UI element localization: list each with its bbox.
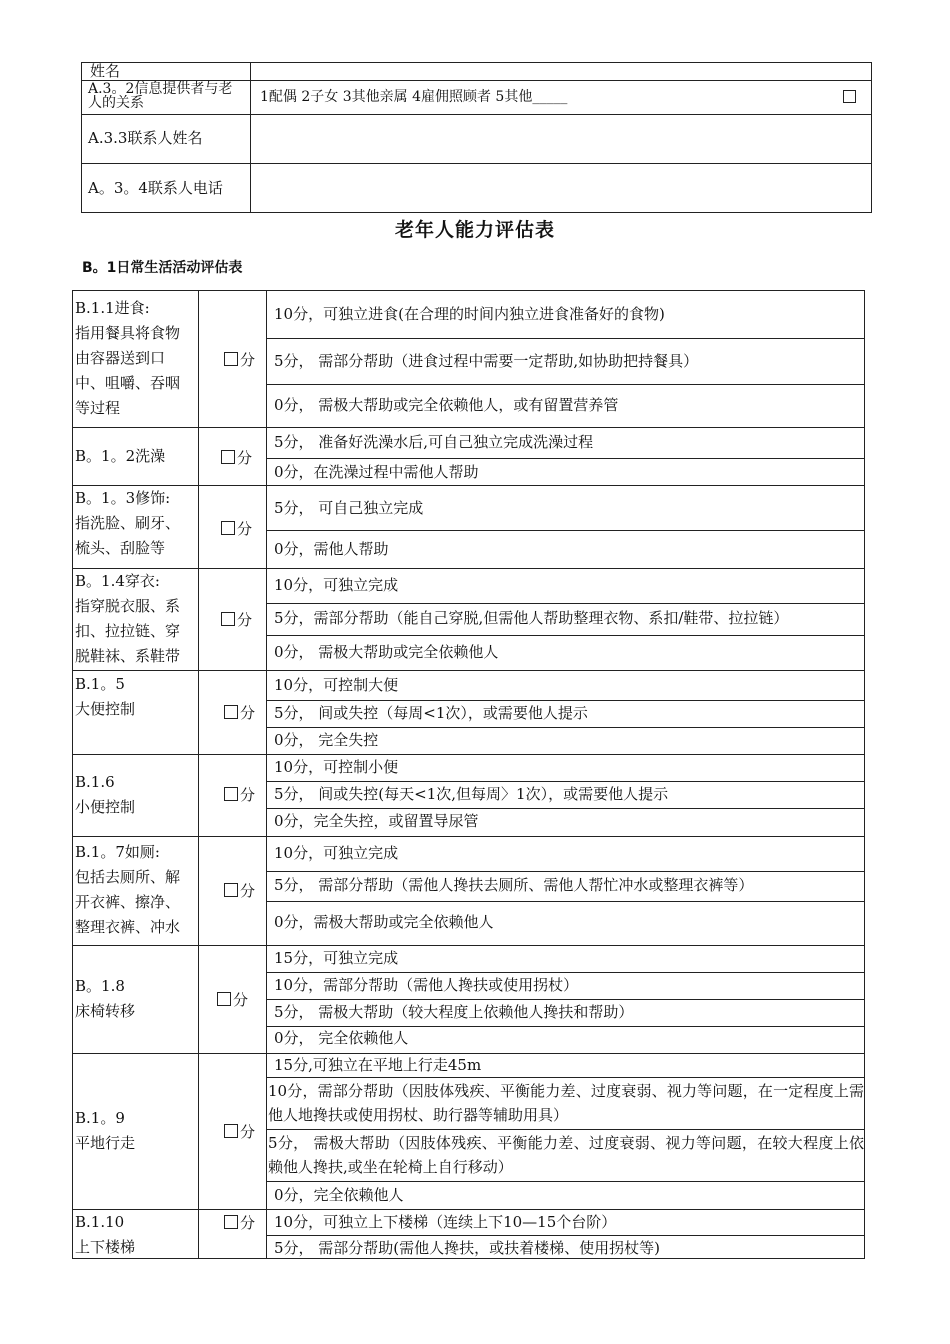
item-bladder-score[interactable] <box>224 787 255 803</box>
option-group-line <box>266 568 865 569</box>
score-checkbox[interactable] <box>224 787 238 801</box>
toileting-option: 0分，需极大帮助或完全依赖他人 <box>274 913 494 931</box>
option-row-line <box>266 999 865 1000</box>
score-unit: 分 <box>240 704 256 722</box>
eating-option: 10分，可独立进食(在合理的时间内独立进食准备好的食物) <box>274 305 665 323</box>
score-checkbox[interactable] <box>224 1215 238 1229</box>
item-row-line <box>72 754 267 755</box>
item-stairs-score[interactable] <box>224 1215 255 1231</box>
walking-option: 0分，完全依赖他人 <box>274 1186 404 1204</box>
contact-table-divider <box>250 62 251 213</box>
contact-row-line <box>81 163 872 164</box>
option-row-line <box>266 700 865 701</box>
toileting-option: 10分，可独立完成 <box>274 844 399 862</box>
item-bladder-label: B.1.6 小便控制 <box>75 773 136 816</box>
item-bathing-label: B。1。2洗澡 <box>75 447 166 465</box>
item-transfer-score[interactable] <box>217 992 248 1008</box>
option-group-line <box>266 1209 865 1210</box>
score-unit: 分 <box>237 520 253 538</box>
relation-options: 1配偶 2子女 3其他亲属 4雇佣照顾者 5其他_____ <box>260 89 568 105</box>
eating-option: 5分， 需部分帮助（进食过程中需要一定帮助,如协助把持餐具） <box>274 352 699 370</box>
option-row-line <box>266 1026 865 1027</box>
item-transfer-label: B。1.8 床椅转移 <box>75 977 136 1020</box>
score-checkbox[interactable] <box>224 705 238 719</box>
option-group-line <box>266 485 865 486</box>
walking-option: 15分,可独立在平地上行走45m <box>274 1056 482 1074</box>
option-row-line <box>266 1235 865 1236</box>
dressing-option: 5分，需部分帮助（能自己穿脱,但需他人帮助整理衣物、系扣/鞋带、拉拉链） <box>274 609 789 627</box>
grooming-option: 5分， 可自己独立完成 <box>274 499 424 517</box>
option-row-line <box>266 530 865 531</box>
item-row-line <box>72 670 267 671</box>
option-row-line <box>266 808 865 809</box>
transfer-option: 5分， 需极大帮助（较大程度上依赖他人搀扶和帮助） <box>274 1003 634 1021</box>
score-unit: 分 <box>240 351 256 369</box>
contact-phone-label: A。3。4联系人电话 <box>88 179 223 197</box>
option-row-line <box>266 871 865 872</box>
option-row-line <box>266 901 865 902</box>
dressing-option: 10分，可独立完成 <box>274 576 399 594</box>
score-checkbox[interactable] <box>224 883 238 897</box>
stairs-option: 10分，可独立上下楼梯（连续上下10—15个台阶） <box>274 1213 617 1231</box>
transfer-option: 0分， 完全依赖他人 <box>274 1029 409 1047</box>
option-row-line <box>266 635 865 636</box>
item-bathing-score[interactable] <box>221 450 252 466</box>
score-checkbox[interactable] <box>224 1124 238 1138</box>
grooming-option: 0分，需他人帮助 <box>274 540 389 558</box>
score-checkbox[interactable] <box>224 352 238 366</box>
option-row-line <box>266 384 865 385</box>
bladder-option: 5分， 间或失控(每天<1次,但每周〉1次），或需要他人提示 <box>274 785 669 803</box>
item-walking-label: B.1。9 平地行走 <box>75 1109 136 1152</box>
bathing-option: 5分， 准备好洗澡水后,可自己独立完成洗澡过程 <box>274 433 594 451</box>
item-row-line <box>72 1053 267 1054</box>
option-row-line <box>266 1077 865 1078</box>
score-unit: 分 <box>237 449 253 467</box>
score-unit: 分 <box>237 611 253 629</box>
page-title: 老年人能力评估表 <box>394 219 555 241</box>
item-row-line <box>72 836 267 837</box>
item-dressing-label: B。1.4穿衣: 指穿脱衣服、系 扣、拉拉链、穿 脱鞋袜、系鞋带 <box>75 572 181 665</box>
item-eating-score[interactable] <box>224 352 255 368</box>
item-row-line <box>72 945 267 946</box>
contact-row-line <box>81 114 872 115</box>
score-checkbox[interactable] <box>221 612 235 626</box>
score-unit: 分 <box>233 991 249 1009</box>
option-group-line <box>266 670 865 671</box>
stairs-option: 5分， 需部分帮助(需他人搀扶，或扶着楼梯、使用拐杖等) <box>274 1239 661 1257</box>
option-group-line <box>266 427 865 428</box>
score-checkbox[interactable] <box>221 450 235 464</box>
option-row-line <box>266 972 865 973</box>
item-bowel-label: B.1。5 大便控制 <box>75 675 136 718</box>
score-unit: 分 <box>240 786 256 804</box>
option-row-line <box>266 603 865 604</box>
bathing-option: 0分，在洗澡过程中需他人帮助 <box>274 463 479 481</box>
relation-checkbox[interactable] <box>843 90 856 103</box>
option-row-line <box>266 338 865 339</box>
dressing-option: 0分， 需极大帮助或完全依赖他人 <box>274 643 499 661</box>
section-subtitle: B。1日常生活活动评估表 <box>82 260 243 276</box>
item-stairs-label: B.1.10 上下楼梯 <box>75 1213 136 1256</box>
item-dressing-score[interactable] <box>221 612 252 628</box>
item-toileting-score[interactable] <box>224 883 255 899</box>
bladder-option: 0分，完全失控，或留置导尿管 <box>274 812 479 830</box>
option-group-line <box>266 836 865 837</box>
option-group-line <box>266 1053 865 1054</box>
score-unit: 分 <box>240 1123 256 1141</box>
score-unit: 分 <box>240 882 256 900</box>
option-group-line <box>266 754 865 755</box>
walking-option: 5分， 需极大帮助（因肢体残疾、平衡能力差、过度衰弱、视力等问题，在较大程度上依赖他人搀扶,或坐在轮椅上自行移动） <box>268 1134 864 1176</box>
option-row-line <box>266 727 865 728</box>
walking-option: 10分，需部分帮助（因肢体残疾、平衡能力差、过度衰弱、视力等问题，在一定程度上需他人地搀扶或使用拐杖、助行器等辅助用具） <box>268 1082 864 1124</box>
score-checkbox[interactable] <box>221 521 235 535</box>
transfer-option: 15分，可独立完成 <box>274 949 399 967</box>
bowel-option: 10分，可控制大便 <box>274 676 399 694</box>
item-eating-label: B.1.1进食: 指用餐具将食物 由容器送到口 中、咀嚼、吞咽 等过程 <box>75 299 181 417</box>
bladder-option: 10分，可控制小便 <box>274 758 399 776</box>
option-row-line <box>266 781 865 782</box>
item-grooming-label: B。1。3修饰: 指洗脸、刷牙、 梳头、刮脸等 <box>75 489 181 557</box>
score-checkbox[interactable] <box>217 992 231 1006</box>
relation-label: A.3。2信息提供者与老人的关系 <box>88 81 233 111</box>
item-score-divider <box>198 290 199 1259</box>
bowel-option: 5分， 间或失控（每周<1次），或需要他人提示 <box>274 704 588 722</box>
bowel-option: 0分， 完全失控 <box>274 731 379 749</box>
item-row-line <box>72 427 267 428</box>
option-row-line <box>266 1181 865 1182</box>
item-grooming-score[interactable] <box>221 521 252 537</box>
toileting-option: 5分， 需部分帮助（需他人搀扶去厕所、需他人帮忙冲水或整理衣裤等） <box>274 876 754 894</box>
item-walking-score[interactable] <box>224 1124 255 1140</box>
contact-name-label: A.3.3联系人姓名 <box>88 129 203 147</box>
item-bowel-score[interactable] <box>224 705 255 721</box>
transfer-option: 10分，需部分帮助（需他人搀扶或使用拐杖） <box>274 976 579 994</box>
name-label: 姓名 <box>90 62 121 80</box>
eating-option: 0分， 需极大帮助或完全依赖他人，或有留置营养管 <box>274 396 619 414</box>
item-toileting-label: B.1。7如厕: 包括去厕所、解 开衣裤、擦净、 整理衣裤、冲水 <box>75 843 181 936</box>
score-unit: 分 <box>240 1214 256 1232</box>
option-group-line <box>266 945 865 946</box>
option-row-line <box>266 458 865 459</box>
option-row-line <box>266 1129 865 1130</box>
